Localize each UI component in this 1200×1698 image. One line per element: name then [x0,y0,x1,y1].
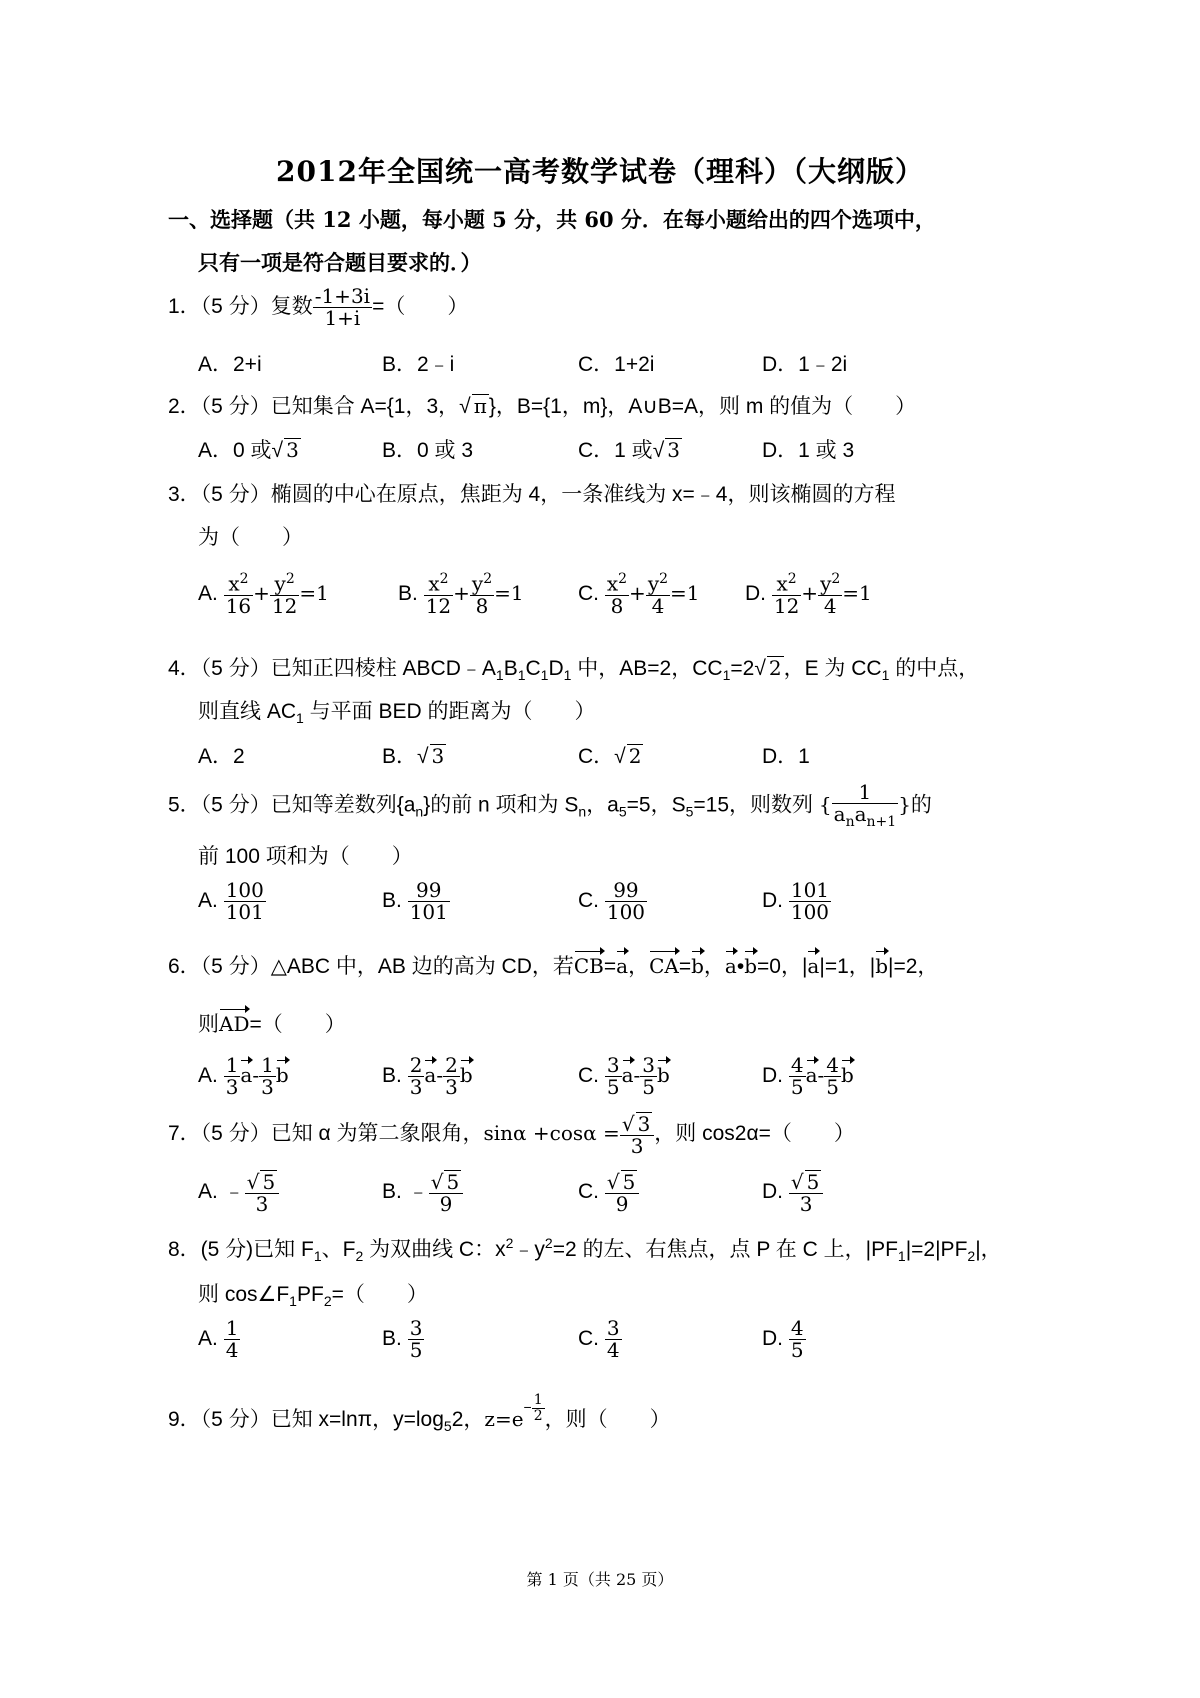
q4-text: 中，AB=2，CC [571,657,723,680]
vector-a: a [616,954,629,978]
subscript: 1 [722,667,731,684]
q9-z-expression: z=e [484,1406,524,1431]
vector-a: a [724,954,737,978]
q5-option-fraction [408,880,450,923]
q6-text: |=2， [888,955,939,978]
vector-b: b [744,954,758,978]
q6-text: ， [703,955,725,978]
x-var: x [606,571,619,596]
q6-text: ， [628,955,650,978]
q4-option-d: D．1 [762,745,810,768]
q3-option-label: A. [198,581,218,605]
subscript: n [415,803,424,820]
q6-option-a [198,1055,289,1098]
q2-option-b: B．0 或 3 [382,439,474,462]
subscript: 1 [517,667,526,684]
option-label: C. [578,1064,599,1088]
sqrt-symbol: √ [790,1170,804,1194]
denominator: 5 [790,1338,804,1362]
q4-option-b-label: B． [382,745,418,768]
q8-text: 为双曲线 C：x [363,1238,506,1261]
denominator: 3 [799,1192,813,1216]
coef [789,1055,806,1098]
exponent: 2 [659,571,669,587]
q7-expression: sinα +cosα = [483,1121,620,1146]
q6-text: =0，| [757,955,808,978]
subscript: 2 [355,1248,364,1265]
numerator: 1 [225,1053,239,1077]
q7-option-fraction [605,1170,639,1215]
numerator: 100 [225,878,264,902]
radicand: 5 [446,1170,460,1194]
denominator: 3 [409,1075,423,1099]
q8-option-fraction [408,1318,425,1361]
option-label: C. [578,1180,599,1204]
q5-text: =15，则数列 [693,793,814,817]
sqrt-symbol: √ [430,1170,444,1194]
q2-option-c-radicand: 3 [667,438,680,462]
coef [824,1055,841,1098]
question-2 [168,390,916,420]
page-title: 2012年全国统一高考数学试卷（理科）（大纲版） [276,155,924,188]
q8-option-d [762,1318,806,1361]
q3-x-term [424,572,453,617]
option-label: A. [198,1064,218,1088]
q7-text: 7．（5 分）已知 α 为第二象限角， [168,1122,484,1146]
radicand: 5 [806,1170,820,1194]
radicand: 3 [637,1112,651,1136]
q7-option-fraction [789,1170,823,1215]
q2-option-c [578,434,682,464]
option-label: D. [762,889,783,913]
q3-x-term [605,572,629,617]
option-label: B. [382,1180,402,1204]
denominator: 3 [225,1075,239,1099]
q3-y-denominator: 4 [823,593,837,618]
denominator: 3 [445,1075,458,1099]
q4-text: ，E 为 CC [783,657,882,680]
q6-text: =（ ） [249,1013,346,1036]
coef [259,1055,276,1098]
denominator: 9 [439,1192,453,1216]
denominator: 3 [261,1075,274,1099]
q3-option-c [578,572,700,617]
q3-x-denominator: 12 [425,593,452,618]
plus-sign: + [253,580,270,605]
q8-option-c [578,1318,622,1361]
q5-option-c [578,880,647,923]
q2-option-c-text: C．1 或 [578,439,653,462]
q4-text: 与平面 BED 的距离为（ ） [303,700,596,723]
q6-text: = [603,955,617,978]
q8-text: |， [975,1238,1002,1261]
question-8-line1: 8．(5 分)已知 $F_1$、$F_2$ 为双曲线 C：$x^2﹣y^2=2$ 的左、右焦点，点 P 在 C 上，$|PF_1|=2|PF_2|$， [168,1235,1002,1265]
sqrt-symbol: √ [246,1170,260,1194]
q4-text: =2 [730,657,755,680]
q2-option-d: D．1 或 3 [762,439,855,462]
q8-text: ﹣y [513,1238,545,1261]
q4-text: D [548,657,564,680]
vector-ca: CA [649,954,679,978]
question-9: 9．（5 分）已知 x=lnπ，$y=\log_52$，z=e− $\frac{1}{2}$ ，则（ ） [168,1392,671,1435]
question-7 [168,1112,855,1157]
denominator: 5 [642,1075,656,1099]
exponent: 2 [439,571,449,587]
sqrt-symbol: √ [417,745,429,768]
numerator: 4 [790,1053,804,1077]
q8-option-fraction [789,1318,806,1361]
numerator: 1 [533,1392,543,1408]
denominator: 9 [615,1192,629,1216]
question-5-line2: 前 100 项和为（ ） [198,845,413,868]
q7-option-a [198,1170,279,1215]
q3-option-label: C. [578,581,599,605]
q5-option-a [198,880,266,923]
numerator: 99 [605,880,647,902]
y-var: y [647,571,660,596]
q8-text: |=2|PF [905,1238,968,1261]
denominator: 5 [790,1075,804,1099]
subscript: 5 [618,803,627,820]
minus: - [252,1063,260,1088]
subscript: 1 [495,667,504,684]
q7-option-c [578,1170,639,1215]
q4-option-c-label: C． [578,745,615,768]
q5-text: }的前 n 项和为 S [423,793,579,817]
q2-text-1: 2．（5 分）已知集合 A={1，3， [168,395,460,418]
radicand: 5 [262,1170,276,1194]
question-1 [168,286,468,329]
equals-one: =1 [670,580,700,605]
numerator: 4 [826,1053,840,1077]
q3-option-label: B. [398,581,418,605]
denominator: 2 [533,1407,543,1424]
q1-tail: =（ ） [372,295,469,319]
minus: - [633,1063,641,1088]
numerator: 101 [790,878,830,902]
q5-option-b [382,880,450,923]
numerator: 3 [642,1053,656,1077]
q6-text: 则 [198,1013,219,1036]
q4-text: 4．（5 分）已知正四棱柱 ABCD﹣A [168,657,496,680]
vector-b: b [691,954,704,978]
plus-sign: + [801,580,819,605]
sqrt-symbol: √ [754,657,766,680]
y-var: y [471,571,484,596]
coef [224,1055,241,1098]
sqrt-symbol: √ [621,1112,635,1136]
vector-b: b [275,1063,289,1088]
q9-text: 9．（5 分）已知 x=lnπ，y=log [168,1407,444,1431]
q2-option-a-text: A．0 或 [198,439,272,462]
equals-one: =1 [299,580,329,605]
subscript: 1 [881,667,890,684]
sign: ﹣ [407,1180,429,1204]
denominator: 101 [409,900,448,924]
q3-x-denominator: 8 [610,593,624,618]
q2-option-a-radicand: 3 [286,438,299,462]
q8-option-a [198,1318,240,1361]
exponent: 2 [618,571,628,587]
q3-y-denominator: 8 [475,593,489,618]
brace-close: } [898,792,911,817]
numerator: 4 [790,1316,804,1340]
brace-open: { [818,792,832,817]
q5-text: ，a [586,793,619,817]
numerator: 3 [606,1053,620,1077]
q1-numerator: -1+3i [314,284,371,308]
denominator: 5 [826,1075,840,1099]
q6-text: = [678,955,692,978]
q7-fraction [620,1112,654,1157]
q7-option-b [382,1170,463,1215]
exponent-fraction [532,1393,545,1423]
q6-text: • [736,955,745,978]
vector-b: b [657,1063,670,1088]
q8-option-fraction [605,1318,622,1361]
q5-text: =5，S [626,793,686,817]
option-label: A. [198,889,218,913]
subscript: 1 [296,710,304,727]
exponent: 2 [787,571,797,587]
q3-option-label: D. [745,581,766,605]
q5-option-fraction [224,880,266,923]
q5-option-d [762,880,831,923]
subscript: n+1 [866,814,897,830]
option-label: B. [382,1064,402,1088]
question-3-line2: 为（ ） [198,526,303,549]
minus: - [817,1063,825,1088]
q4-option-c [578,740,643,770]
subscript: 2 [967,1248,976,1265]
q5-frac-den: a [854,802,867,826]
q5-option-fraction [789,880,831,923]
q3-option-d [745,572,872,617]
q9-exponent [524,1393,545,1423]
vector-b: b [841,1063,854,1088]
x-var: x [776,571,788,596]
denominator: 100 [606,900,646,924]
q4-option-b-radicand: 3 [431,744,445,768]
numerator: 99 [408,880,450,902]
option-label: B. [382,889,402,913]
q1-option-d: D．1﹣2i [762,353,848,376]
q5-text: 5．（5 分）已知等差数列{a [168,793,416,817]
sign: ﹣ [223,1180,245,1204]
exponent: 2 [239,571,249,587]
denominator: 101 [225,900,264,924]
equals-one: =1 [842,580,872,605]
vector-a: a [805,1063,818,1088]
superscript: 2 [505,1235,514,1251]
x-var: x [428,571,440,596]
q3-x-term [772,572,801,617]
sqrt-symbol: √ [606,1170,620,1194]
option-label: C. [578,1327,599,1351]
q7-option-d [762,1170,823,1215]
option-label: D. [762,1064,783,1088]
subscript: n [845,814,855,830]
vector-b: b [459,1063,473,1088]
q3-y-term [818,572,842,617]
minus: - [436,1063,444,1088]
numerator: 3 [606,1316,620,1340]
q8-option-b [382,1318,424,1361]
vector-a: a [424,1063,437,1088]
option-label: D. [762,1327,783,1351]
exponent: 2 [831,571,841,587]
question-5-line1 [168,782,932,830]
question-4-line1 [168,652,979,683]
plus-sign: + [629,580,646,605]
q1-option-c: C．1+2i [578,353,655,376]
q7-option-fraction [429,1170,463,1215]
q7-text: ，则 cos2α=（ ） [654,1122,855,1146]
coef [605,1055,622,1098]
denominator: 4 [225,1338,239,1362]
q3-option-b [398,572,524,617]
q6-option-c [578,1055,670,1098]
q4-option-c-radicand: 2 [628,744,642,768]
coef [408,1055,425,1098]
q8-option-fraction [224,1318,241,1361]
option-label: D. [762,1180,783,1204]
exponent: 2 [483,571,493,587]
q9-text: 2， [451,1407,485,1431]
q3-y-term [270,572,299,617]
denominator: 5 [606,1075,620,1099]
superscript: 2 [544,1235,553,1251]
q4-radicand: 2 [768,656,782,680]
q4-text: 的中点， [889,657,980,680]
radicand: 5 [622,1170,636,1194]
q3-x-term [224,572,253,617]
q3-y-denominator: 4 [651,593,665,618]
q8-text: PF [296,1283,324,1306]
denominator: 4 [606,1338,620,1362]
exponent: 2 [285,571,295,587]
sqrt-symbol: √ [614,745,626,768]
q1-lead: 1．（5 分）复数 [168,295,313,319]
plus-sign: + [453,580,470,605]
subscript: n [578,803,587,820]
y-var: y [820,571,832,596]
q3-x-denominator: 16 [225,593,252,618]
q6-option-b [382,1055,473,1098]
q3-y-denominator: 12 [271,593,298,618]
q3-y-term [470,572,494,617]
vector-a: a [807,954,820,978]
q1-fraction [313,286,372,329]
coef [640,1055,657,1098]
vector-b: b [875,954,889,978]
q5-frac-num: 1 [832,782,899,804]
q3-option-a [198,572,329,617]
denominator: 3 [255,1192,269,1216]
x-var: x [228,571,240,596]
section-heading-line1: 一、选择题（共 12 小题，每小题 5 分，共 60 分．在每小题给出的四个选项中， [168,207,936,232]
q2-radicand: π [473,394,487,418]
q8-text: =2 的左、右焦点，点 P 在 C 上，|PF [552,1238,898,1261]
option-label: C. [578,889,599,913]
q5-text: 的 [910,793,932,817]
q6-text: |=1，| [819,955,876,978]
q3-y-term [646,572,670,617]
q4-option-a: A．2 [198,745,245,768]
q1-denominator: 1+i [324,306,361,330]
denominator: 5 [409,1338,423,1362]
vector-a: a [240,1063,253,1088]
page-footer: 第 1 页（共 25 页） [526,1570,674,1589]
q5-sequence-fraction [832,782,899,830]
subscript: 5 [685,803,694,820]
subscript: 1 [540,667,549,684]
q7-option-fraction [245,1170,279,1215]
vector-ad: AD [219,1012,250,1036]
vector-cb: CB [573,954,604,978]
numerator: 1 [225,1316,239,1340]
sqrt-symbol: √ [271,439,284,462]
q5-option-fraction [605,880,647,923]
q8-text: 8．(5 分)已知 F [168,1238,314,1261]
q1-option-a: A．2+i [198,353,262,376]
coef [443,1055,460,1098]
denominator: 3 [630,1134,644,1158]
q8-text: =（ ） [331,1283,428,1306]
question-4-line2 [198,695,596,726]
q1-option-b: B．2﹣i [382,353,455,376]
question-8-line2: 则 $\cos\angle F_1PF_2=$（ ） [198,1283,428,1310]
option-label: B. [382,1327,402,1351]
q4-text: B [503,657,518,680]
sqrt-symbol: √ [652,439,665,462]
option-label: A. [198,1180,218,1204]
q9-text: ，则（ ） [544,1407,671,1431]
q5-frac-den: a [833,802,846,826]
equals-one: =1 [494,580,524,605]
denominator: 100 [790,900,830,924]
subscript: 1 [563,667,572,684]
q2-option-a [198,434,301,464]
q3-x-denominator: 12 [773,593,800,618]
question-6-line2 [198,1008,346,1038]
q6-text: 6．（5 分）△ABC 中，AB 边的高为 CD，若 [168,955,574,978]
subscript: 2 [323,1293,332,1310]
q4-option-b [382,740,446,770]
option-label: A. [198,1327,218,1351]
minus: − [523,1398,532,1415]
q6-option-d [762,1055,854,1098]
q8-text: 则 cos∠F [198,1283,290,1306]
sqrt-symbol: √ [459,395,471,418]
q4-text: 则直线 AC [198,700,297,723]
q8-text: 、F [321,1238,356,1261]
section-heading-line2: 只有一项是符合题目要求的．） [198,250,482,275]
vector-a: a [621,1063,634,1088]
question-3-line1: 3．（5 分）椭圆的中心在原点，焦距为 4，一条准线为 x=﹣4，则该椭圆的方程 [168,483,896,506]
q2-text-2: }，B={1，m}，A∪B=A，则 m 的值为（ ） [488,395,917,418]
numerator: 2 [409,1053,423,1077]
numerator: 2 [445,1053,458,1077]
numerator: 3 [409,1316,423,1340]
numerator: 1 [261,1053,274,1077]
y-var: y [274,571,286,596]
q4-text: C [525,657,541,680]
question-6-line1 [168,950,938,980]
